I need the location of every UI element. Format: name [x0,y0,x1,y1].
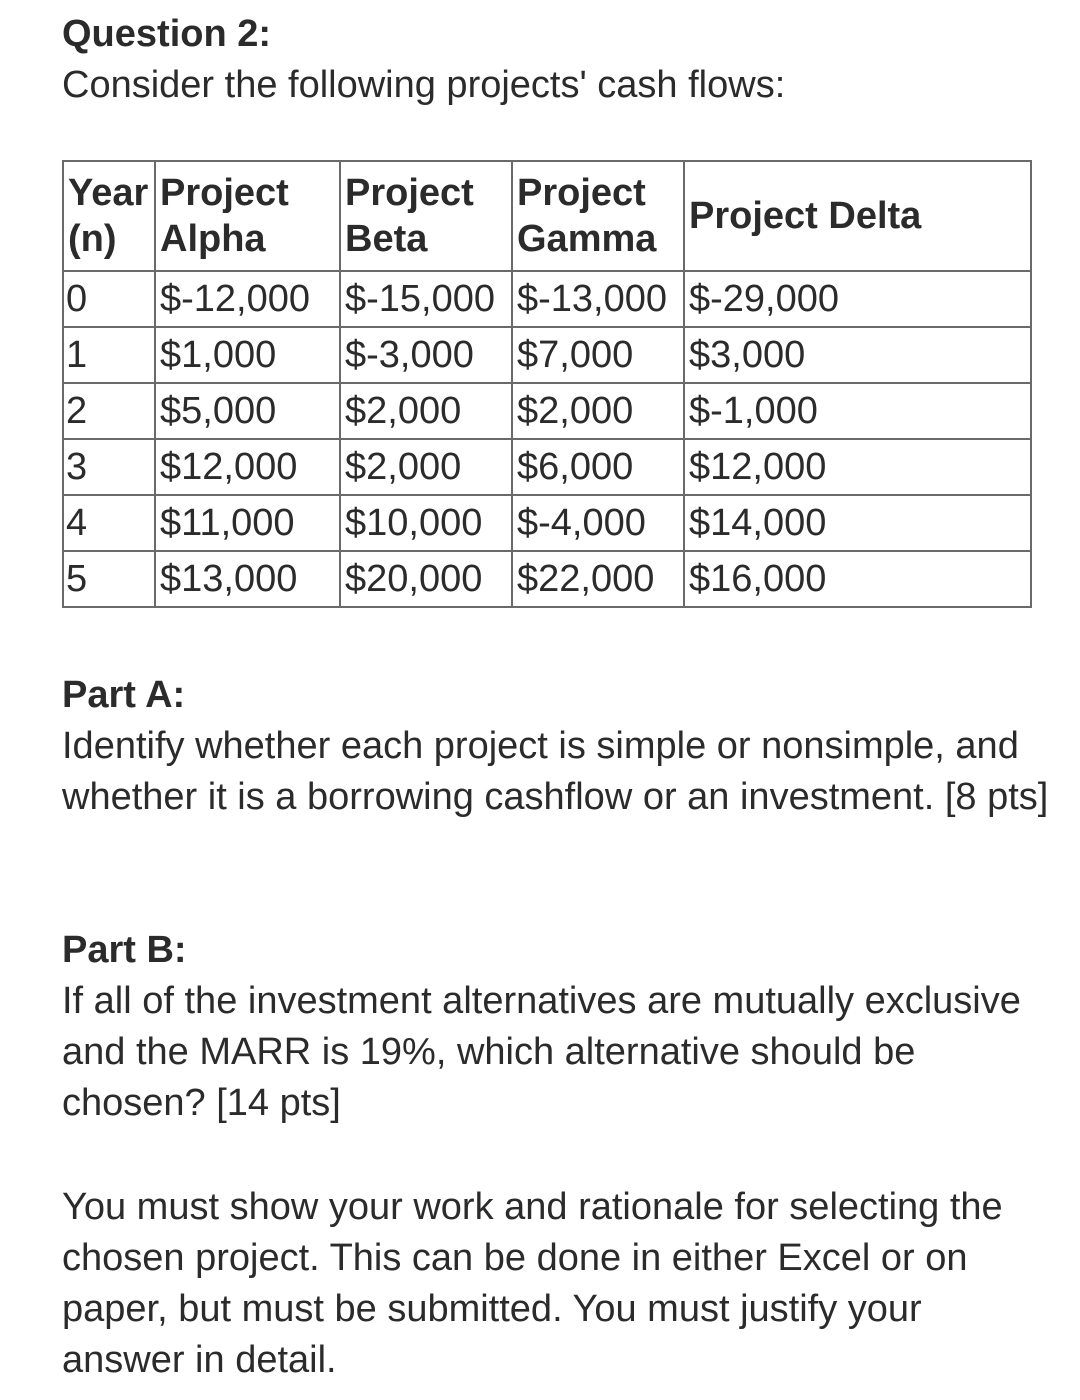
header-alpha-line1: Project [160,172,289,214]
cell-beta: $2,000 [340,383,512,439]
header-beta-line1: Project [345,172,474,214]
cell-alpha: $-12,000 [155,271,340,327]
table-row [63,271,1031,327]
cell-year: 5 [63,551,155,607]
header-gamma [512,161,684,271]
instructions-section [62,1182,1052,1386]
cell-beta: $2,000 [340,439,512,495]
cell-year: 2 [63,383,155,439]
table-row [63,495,1031,551]
cell-alpha: $13,000 [155,551,340,607]
cell-gamma: $2,000 [512,383,684,439]
table-row [63,327,1031,383]
cell-alpha: $11,000 [155,495,340,551]
cell-delta: $16,000 [684,551,1031,607]
cell-gamma: $7,000 [512,327,684,383]
cell-delta: $-1,000 [684,383,1031,439]
header-alpha [155,161,340,271]
cell-beta: $-15,000 [340,271,512,327]
cell-alpha: $5,000 [155,383,340,439]
header-alpha-line2: Alpha [160,218,266,260]
cell-delta: $-29,000 [684,271,1031,327]
header-gamma-line2: Gamma [517,218,657,260]
cell-beta: $-3,000 [340,327,512,383]
cell-year: 4 [63,495,155,551]
header-beta [340,161,512,271]
cell-delta: $3,000 [684,327,1031,383]
cell-year: 1 [63,327,155,383]
question-title: Question 2: [62,13,272,55]
header-year [63,161,155,271]
question-intro: Consider the following projects' cash flows: [62,64,786,106]
cell-delta: $12,000 [684,439,1031,495]
part-a-section [62,670,1052,823]
part-a-text: Identify whether each project is simple or nonsimple, and whether it is a borrowing cashflow or an investment. [8 pts] [62,725,1049,818]
cell-alpha: $12,000 [155,439,340,495]
header-delta-line1: Project Delta [689,195,922,237]
cell-delta: $14,000 [684,495,1031,551]
header-year-line1: Year [68,172,149,214]
instructions-text: You must show your work and rationale for selecting the chosen project. This can be done in either Excel or on paper, but must be submitted. You must justify your answer in detail. [62,1186,1003,1381]
table-row [63,439,1031,495]
cash-flow-table [62,160,1032,608]
header-gamma-line1: Project [517,172,646,214]
part-a-label: Part A: [62,674,186,716]
table-row [63,383,1031,439]
cell-beta: $20,000 [340,551,512,607]
part-b-section [62,925,1052,1129]
header-delta [684,161,1031,271]
header-beta-line2: Beta [345,218,428,260]
part-b-text: If all of the investment alternatives are mutually exclusive and the MARR is 19%, which alternative should be chosen? [14 pts] [62,980,1021,1124]
table-row [63,551,1031,607]
cell-year: 3 [63,439,155,495]
cell-gamma: $6,000 [512,439,684,495]
cell-gamma: $-4,000 [512,495,684,551]
cell-gamma: $22,000 [512,551,684,607]
cell-year: 0 [63,271,155,327]
cell-beta: $10,000 [340,495,512,551]
header-year-line2: (n) [68,218,117,260]
part-b-label: Part B: [62,929,187,971]
cell-gamma: $-13,000 [512,271,684,327]
cell-alpha: $1,000 [155,327,340,383]
table-header-row [63,161,1031,271]
